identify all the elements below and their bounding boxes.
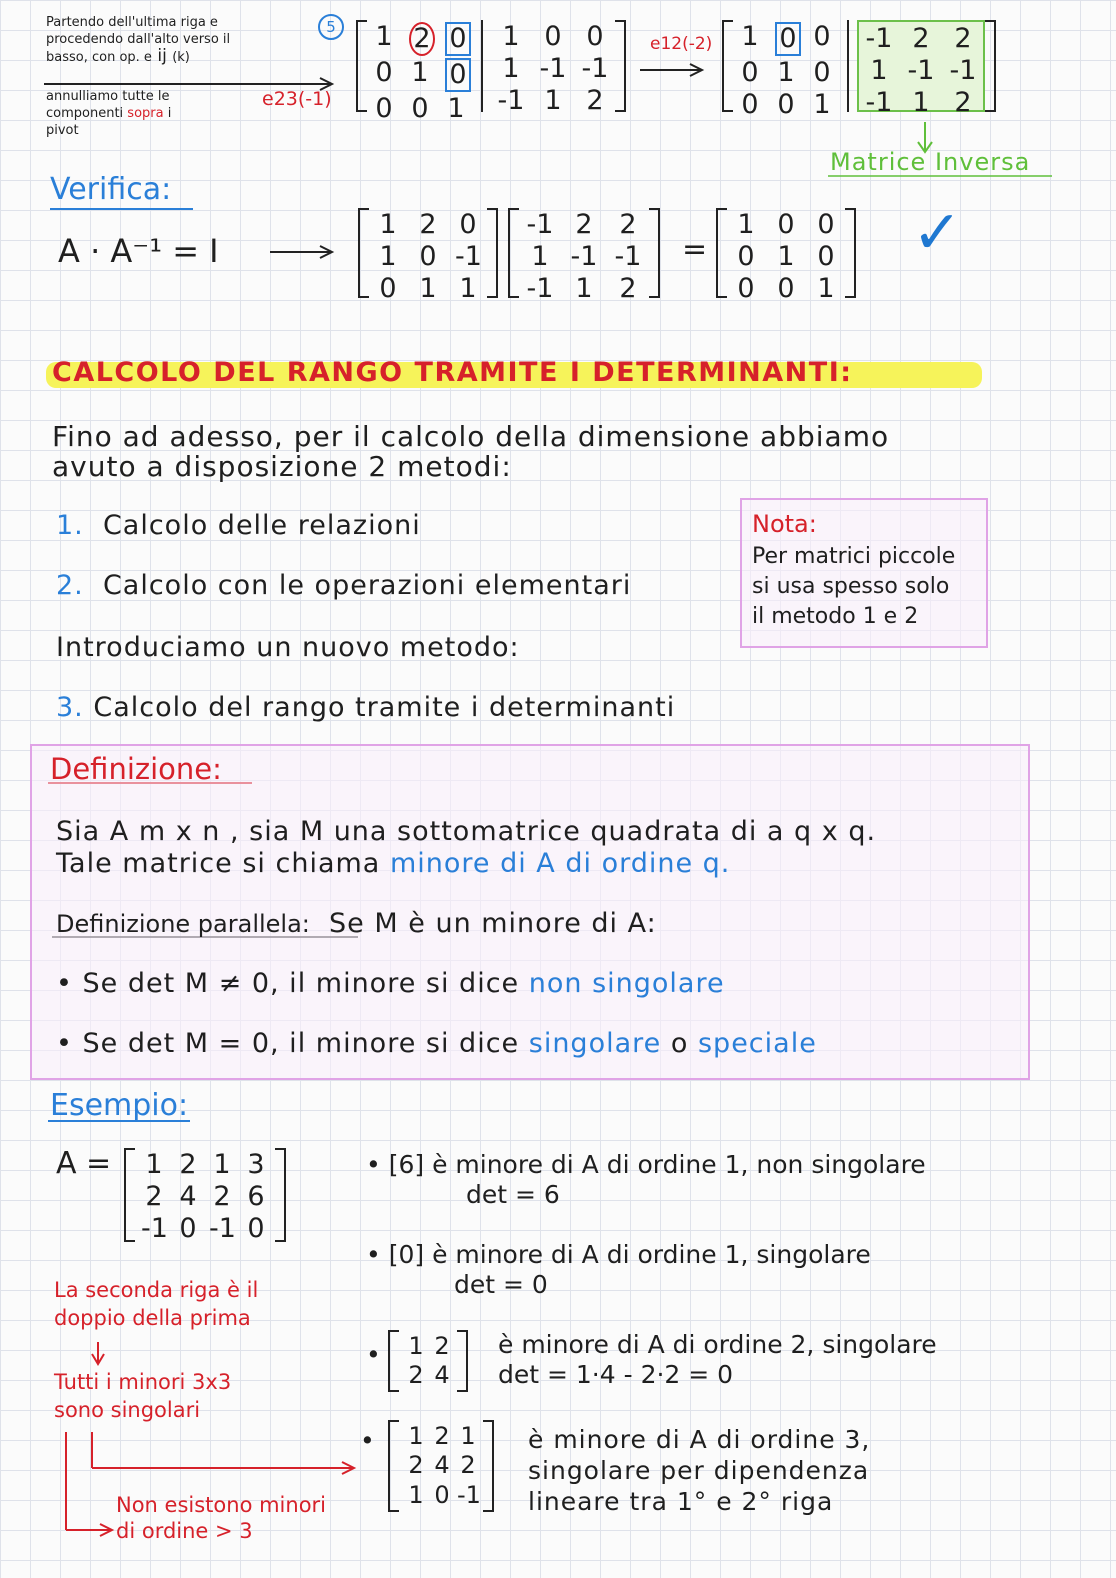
cell: 1 <box>411 57 429 88</box>
method-2 <box>56 570 631 601</box>
bullet-non-singolare <box>56 968 725 999</box>
cell: 1 <box>408 1332 424 1360</box>
cell: 1 <box>447 93 465 124</box>
cell: 1 <box>777 57 795 88</box>
item-2-bracket: [0] <box>388 1240 425 1269</box>
definizione-line-1: Sia A m x n , sia M una sottomatrice quadrata di a q x q. <box>56 816 877 847</box>
cell: -1 <box>497 85 525 116</box>
parallel-label: Definizione parallela: <box>56 910 310 938</box>
cell: 2 <box>213 1181 231 1212</box>
augmented-matrix-after <box>722 20 996 120</box>
intro-line-1: Fino ad adesso, per il calcolo della dimensione abbiamo <box>52 420 890 453</box>
checkmark-icon: ✓ <box>912 198 963 268</box>
example-item-4 <box>528 1424 870 1517</box>
cell: 2 <box>912 23 930 54</box>
cell: 1 <box>531 241 549 272</box>
method-3 <box>56 692 675 723</box>
item-2-det: det = 0 <box>454 1270 548 1299</box>
cell: 0 <box>586 21 604 52</box>
cell: 0 <box>247 1213 265 1244</box>
cell: 0 <box>375 57 393 88</box>
identity-matrix <box>716 208 856 304</box>
cell: 1 <box>737 209 755 240</box>
nota-line-3: il metodo 1 e 2 <box>752 604 919 629</box>
cell: 4 <box>434 1361 450 1389</box>
item-1-bracket: [6] <box>388 1150 425 1179</box>
verifica-matrix-1 <box>358 208 498 304</box>
item-4-line-2: singolare per dipendenza <box>528 1456 870 1485</box>
method-3-text: Calcolo del rango tramite i determinanti <box>93 692 676 723</box>
note-line-2: procedendo dall'alto verso il <box>46 32 231 47</box>
cell: 0 <box>737 241 755 272</box>
speciale-term: speciale <box>697 1028 817 1059</box>
cell: -1 <box>539 53 567 84</box>
section-title: CALCOLO DEL RANGO TRAMITE I DETERMINANTI: <box>52 357 853 388</box>
esempio-heading: Esempio: <box>50 1088 189 1123</box>
item-2-text: è minore di A di ordine 1, singolare <box>432 1240 871 1269</box>
definizione-line-2a: Tale matrice si chiama <box>56 848 381 879</box>
non-singolare-term: non singolare <box>528 968 725 999</box>
inverse-label: Matrice Inversa <box>830 148 1031 176</box>
red-note-2-line-1: Tutti i minori 3x3 <box>54 1370 232 1394</box>
cell: 1 <box>544 85 562 116</box>
note-i: i <box>167 106 172 121</box>
bullet-2-text: • Se det M = 0, il minore si dice <box>56 1028 520 1059</box>
singolare-term: singolare <box>528 1028 662 1059</box>
cell: -1 <box>455 241 482 272</box>
or-word: o <box>670 1028 689 1059</box>
cell: 2 <box>408 1451 424 1480</box>
verifica-heading: Verifica: <box>50 172 172 207</box>
method-3-num: 3. <box>56 692 84 723</box>
cell: 0 <box>459 209 477 240</box>
cell: 0 <box>817 209 835 240</box>
cell: 1 <box>575 273 593 304</box>
cell: 2 <box>575 209 593 240</box>
red-note-1-line-2: doppio della prima <box>54 1306 251 1330</box>
red-note-3-line-2: di ordine > 3 <box>116 1519 253 1543</box>
item-4-line-3: lineare tra 1° e 2° riga <box>528 1487 834 1516</box>
cell: 6 <box>247 1181 265 1212</box>
cell: -1 <box>570 241 598 272</box>
cell: 0 <box>813 21 831 52</box>
red-note-1 <box>54 1276 258 1332</box>
method-1-text: Calcolo delle relazioni <box>102 510 421 541</box>
cell: -1 <box>907 55 935 86</box>
cell: 1 <box>502 21 520 52</box>
red-note-1-line-1: La seconda riga è il <box>54 1278 259 1302</box>
matrix-a-label: A = <box>56 1146 112 1181</box>
boxed-cell: 0 <box>445 22 471 56</box>
cell: -1 <box>209 1213 236 1244</box>
cell: 1 <box>213 1149 231 1180</box>
new-method-intro: Introduciamo un nuovo metodo: <box>56 632 520 663</box>
cell: 1 <box>502 53 520 84</box>
cell: 1 <box>741 21 759 52</box>
cell: 2 <box>408 1361 424 1389</box>
red-note-3 <box>116 1492 326 1544</box>
cell: -1 <box>865 87 893 118</box>
item-1-det: det = 6 <box>466 1180 560 1209</box>
equals-sign: = <box>682 232 708 267</box>
cell: -1 <box>457 1480 481 1509</box>
method-1-num: 1. <box>56 510 84 541</box>
cell: 2 <box>419 209 437 240</box>
cell: 4 <box>434 1451 450 1480</box>
item-1-text: è minore di A di ordine 1, non singolare <box>432 1150 926 1179</box>
augmented-matrix-before <box>356 20 626 124</box>
nota-line-1: Per matrici piccole <box>752 544 956 569</box>
definizione-parallela <box>56 908 657 939</box>
cell: 0 <box>777 273 795 304</box>
definizione-line-2 <box>56 848 730 879</box>
cell: 1 <box>912 87 930 118</box>
method-1 <box>56 510 421 541</box>
red-note-3-line-1: Non esistono minori <box>116 1493 327 1517</box>
cell: 0 <box>817 241 835 272</box>
cell: -1 <box>865 23 893 54</box>
cell: -1 <box>141 1213 168 1244</box>
red-note-2-line-2: sono singolari <box>54 1398 201 1422</box>
red-note-2 <box>54 1368 231 1424</box>
cell: 1 <box>408 1480 424 1509</box>
item-3-text: è minore di A di ordine 2, singolare <box>498 1330 937 1359</box>
note-sopra: sopra <box>127 106 164 121</box>
method-2-num: 2. <box>56 570 84 601</box>
note-line-3: basso, con op. e <box>46 50 152 65</box>
bullet-dot: • <box>360 1426 375 1455</box>
minor-2x2 <box>388 1330 468 1392</box>
cell: 0 <box>741 89 759 120</box>
cell: 0 <box>379 273 397 304</box>
bullet-dot: • <box>366 1340 381 1369</box>
cell: 3 <box>247 1149 265 1180</box>
bullet-1-text: • Se det M ≠ 0, il minore si dice <box>56 968 520 999</box>
cell: 2 <box>619 273 637 304</box>
cell: -1 <box>949 55 977 86</box>
cell: -1 <box>526 273 554 304</box>
cell: 2 <box>954 23 972 54</box>
cell: 2 <box>434 1332 450 1360</box>
item-4-line-1: è minore di A di ordine 3, <box>528 1425 871 1454</box>
cell: 2 <box>145 1181 163 1212</box>
cell: 2 <box>586 85 604 116</box>
step-marker: 5 <box>318 14 344 40</box>
example-item-3 <box>498 1330 937 1390</box>
note-k: (k) <box>172 50 190 65</box>
bullet-dot: • <box>366 1150 389 1179</box>
note-line-6: pivot <box>46 123 79 138</box>
cell: 1 <box>375 21 393 52</box>
cell: 1 <box>379 241 397 272</box>
note-subscript: ij <box>157 46 167 66</box>
bullet-singolare <box>56 1028 817 1059</box>
example-matrix <box>124 1148 286 1242</box>
note-line-5: componenti <box>46 106 124 121</box>
definizione-heading: Definizione: <box>50 752 222 786</box>
cell: 0 <box>544 21 562 52</box>
cell: 1 <box>408 1422 424 1450</box>
cell: 1 <box>419 273 437 304</box>
verifica-formula: A · A⁻¹ = I <box>58 232 219 270</box>
boxed-cell: 0 <box>775 22 801 56</box>
cell: 0 <box>179 1213 197 1244</box>
minor-3x3 <box>388 1420 494 1512</box>
cell: 1 <box>817 273 835 304</box>
cell: -1 <box>614 241 642 272</box>
nota-title: Nota: <box>752 510 817 538</box>
cell: 2 <box>619 209 637 240</box>
circled-cell: 2 <box>409 22 435 56</box>
item-3-det: det = 1·4 - 2·2 = 0 <box>498 1360 734 1389</box>
cell: 2 <box>954 87 972 118</box>
cell: 1 <box>145 1149 163 1180</box>
cell: 0 <box>411 93 429 124</box>
operation-e23: e23(-1) <box>262 88 332 110</box>
example-item-2 <box>366 1240 871 1300</box>
method-2-text: Calcolo con le operazioni elementari <box>102 570 632 601</box>
cell: 0 <box>741 57 759 88</box>
cell: 1 <box>460 1422 476 1450</box>
cell: 0 <box>375 93 393 124</box>
bullet-dot: • <box>366 1240 389 1269</box>
cell: 1 <box>379 209 397 240</box>
cell: 2 <box>179 1149 197 1180</box>
example-item-1 <box>366 1150 926 1210</box>
cell: 0 <box>434 1480 450 1509</box>
parallel-text: Se M è un minore di A: <box>329 908 657 939</box>
cell: 0 <box>777 209 795 240</box>
cell: -1 <box>581 53 609 84</box>
boxed-cell: 0 <box>445 58 471 92</box>
cell: 1 <box>870 55 888 86</box>
cell: 2 <box>460 1451 476 1480</box>
note-line-4: annulliamo tutte le <box>46 89 170 104</box>
cell: 0 <box>777 89 795 120</box>
cell: -1 <box>526 209 554 240</box>
cell: 0 <box>419 241 437 272</box>
cell: 4 <box>179 1181 197 1212</box>
operation-e12: e12(-2) <box>650 34 713 54</box>
verifica-matrix-2 <box>508 208 660 304</box>
minore-term: minore di A di ordine q. <box>389 848 731 879</box>
cell: 0 <box>813 57 831 88</box>
inverse-matrix <box>857 20 985 118</box>
note-line-1: Partendo dell'ultima riga e <box>46 15 218 30</box>
cell: 1 <box>777 241 795 272</box>
cell: 1 <box>459 273 477 304</box>
cell: 0 <box>737 273 755 304</box>
cell: 2 <box>434 1422 450 1450</box>
nota-line-2: si usa spesso solo <box>752 574 950 599</box>
intro-line-2: avuto a disposizione 2 metodi: <box>52 450 512 483</box>
cell: 1 <box>813 89 831 120</box>
